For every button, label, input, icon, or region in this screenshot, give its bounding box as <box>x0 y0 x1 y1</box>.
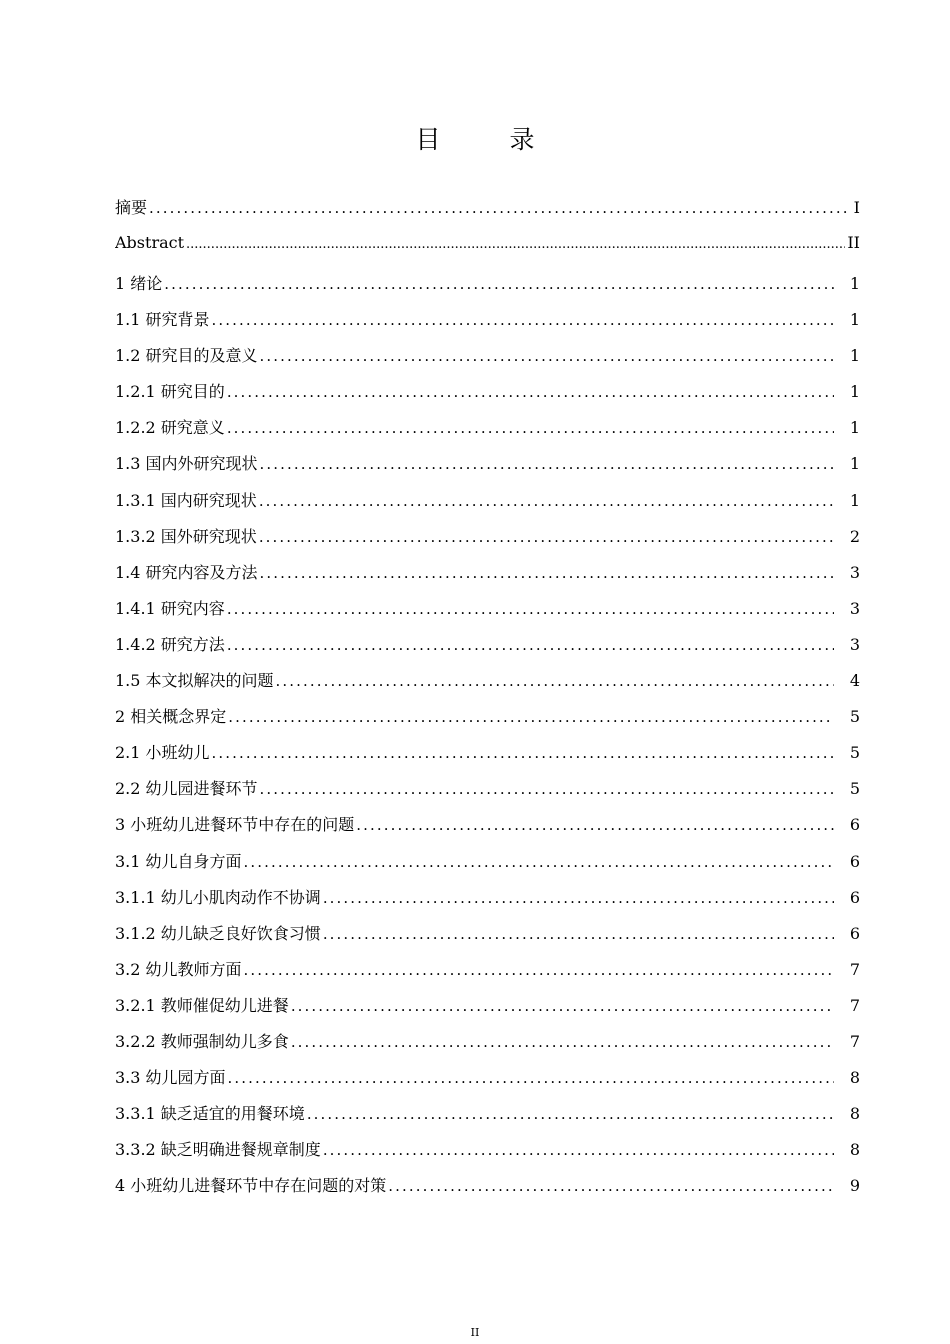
toc-entry-label: 2.2 幼儿园进餐环节 <box>115 779 258 799</box>
toc-entry[interactable] <box>115 307 860 343</box>
toc-entry[interactable] <box>115 704 860 740</box>
toc-entry[interactable] <box>115 812 860 848</box>
toc-entry-page: 3 <box>849 598 860 618</box>
toc-entry-label: 1.5 本文拟解决的问题 <box>115 671 274 691</box>
toc-leader-dots <box>228 708 834 726</box>
toc-entry[interactable] <box>115 632 860 668</box>
toc-entry-label: 3.1 幼儿自身方面 <box>115 851 242 871</box>
toc-leader-dots <box>227 636 834 654</box>
toc-entry[interactable] <box>115 1137 860 1173</box>
toc-entry-label: 1.2.2 研究意义 <box>115 418 225 438</box>
toc-entry-page: 6 <box>849 815 860 835</box>
toc-leader-dots <box>260 455 834 473</box>
toc-entry-label: 3.3.1 缺乏适宜的用餐环境 <box>115 1104 305 1124</box>
toc-entry-page: I <box>853 198 860 217</box>
toc-entry-label: 4 小班幼儿进餐环节中存在问题的对策 <box>115 1176 387 1196</box>
toc-entry-page: 1 <box>849 274 860 293</box>
toc-entry[interactable] <box>115 1173 860 1209</box>
page-title: 目 录 <box>415 125 557 154</box>
toc-leader-dots <box>323 925 834 943</box>
toc-leader-dots <box>212 311 834 329</box>
toc-entry[interactable] <box>115 1101 860 1137</box>
toc-entry-label: 3.3.2 缺乏明确进餐规章制度 <box>115 1140 321 1160</box>
toc-entry[interactable] <box>115 379 860 415</box>
toc-entry-label: 1.1 研究背景 <box>115 310 210 330</box>
toc-entry-page: 7 <box>849 995 860 1015</box>
toc-leader-dots <box>164 275 834 293</box>
toc-entry-page: 1 <box>849 490 860 510</box>
toc-leader-dots <box>227 383 834 401</box>
toc-entry-label: 1.2.1 研究目的 <box>115 382 225 402</box>
toc-entry-page: 1 <box>849 382 860 402</box>
toc-entry-page: 1 <box>849 454 860 474</box>
toc-leader-dots <box>323 1141 834 1159</box>
toc-entry[interactable] <box>115 195 860 233</box>
toc-entry-label: 3.2.1 教师催促幼儿进餐 <box>115 995 289 1015</box>
toc-entry-page: 7 <box>849 959 860 979</box>
toc-entry[interactable] <box>115 488 860 524</box>
toc-leader-dots <box>291 1033 834 1051</box>
toc-entry-page: 1 <box>849 346 860 366</box>
toc-leader-dots <box>260 564 834 582</box>
toc-entry[interactable] <box>115 451 860 487</box>
toc-entry-label: 3.3 幼儿园方面 <box>115 1068 226 1088</box>
toc-entry-label: 摘要 <box>115 198 148 217</box>
toc-leader-dots <box>388 1177 834 1195</box>
table-of-contents <box>115 195 860 1209</box>
toc-leader-dots <box>356 816 834 834</box>
toc-entry[interactable] <box>115 343 860 379</box>
toc-leader-dots <box>244 853 834 871</box>
toc-entry[interactable] <box>115 1029 860 1065</box>
toc-leader-dots <box>291 997 834 1015</box>
toc-entry[interactable] <box>115 524 860 560</box>
toc-leader-dots <box>307 1105 834 1123</box>
toc-leader-dots <box>260 347 834 365</box>
toc-entry-label: 1 绪论 <box>115 274 163 293</box>
toc-entry-page: 3 <box>849 562 860 582</box>
toc-entry-page: 6 <box>849 887 860 907</box>
toc-entry-label: 2 相关概念界定 <box>115 707 227 727</box>
page-number-footer: II <box>470 1326 480 1339</box>
toc-leader-dots <box>227 419 834 437</box>
toc-entry-page: 3 <box>849 634 860 654</box>
toc-leader-dots <box>212 744 834 762</box>
toc-entry-page: 8 <box>849 1068 860 1088</box>
toc-entry[interactable] <box>115 849 860 885</box>
toc-entry[interactable] <box>115 957 860 993</box>
toc-entry-page: 9 <box>849 1176 860 1196</box>
toc-entry[interactable] <box>115 560 860 596</box>
toc-entry-label: 1.4.1 研究内容 <box>115 598 225 618</box>
toc-entry-page: 8 <box>849 1104 860 1124</box>
toc-entry-page: 8 <box>849 1140 860 1160</box>
toc-leader-dots <box>323 889 834 907</box>
toc-entry[interactable] <box>115 740 860 776</box>
toc-leader-dots <box>228 1069 834 1087</box>
toc-leader-dots <box>260 780 834 798</box>
toc-entry[interactable] <box>115 1065 860 1101</box>
toc-entry-label: 1.3.1 国内研究现状 <box>115 490 257 510</box>
toc-entry-page: 4 <box>849 671 860 691</box>
toc-entry[interactable] <box>115 885 860 921</box>
toc-entry-label: Abstract <box>115 233 185 252</box>
toc-entry-label: 3.2 幼儿教师方面 <box>115 959 242 979</box>
toc-entry-label: 3 小班幼儿进餐环节中存在的问题 <box>115 815 355 835</box>
toc-entry-page: 2 <box>849 526 860 546</box>
toc-entry-label: 1.4 研究内容及方法 <box>115 562 258 582</box>
toc-leader-dots <box>276 672 834 690</box>
toc-leader-dots <box>244 961 834 979</box>
toc-entry-label: 1.4.2 研究方法 <box>115 634 225 654</box>
toc-leader-dots <box>259 528 834 546</box>
toc-entry-page: 5 <box>849 779 860 799</box>
toc-entry-label: 2.1 小班幼儿 <box>115 743 210 763</box>
toc-entry-page: 5 <box>849 707 860 727</box>
toc-entry[interactable] <box>115 415 860 451</box>
toc-entry-label: 3.1.1 幼儿小肌肉动作不协调 <box>115 887 321 907</box>
toc-entry-label: 3.2.2 教师强制幼儿多食 <box>115 1031 289 1051</box>
toc-leader-dots <box>227 600 834 618</box>
toc-entry[interactable] <box>115 596 860 632</box>
toc-entry[interactable] <box>115 233 860 271</box>
toc-leader-dots <box>186 237 845 252</box>
toc-entry[interactable] <box>115 993 860 1029</box>
toc-entry-page: 5 <box>849 743 860 763</box>
toc-entry-page: II <box>847 233 860 252</box>
toc-entry-page: 1 <box>849 418 860 438</box>
toc-entry-label: 3.1.2 幼儿缺乏良好饮食习惯 <box>115 923 321 943</box>
toc-entry[interactable] <box>115 271 860 307</box>
toc-entry[interactable] <box>115 776 860 812</box>
toc-entry-label: 1.3.2 国外研究现状 <box>115 526 257 546</box>
toc-entry-page: 6 <box>849 851 860 871</box>
toc-entry-page: 7 <box>849 1031 860 1051</box>
toc-entry[interactable] <box>115 668 860 704</box>
toc-leader-dots <box>259 492 834 510</box>
toc-entry-page: 1 <box>849 310 860 330</box>
toc-entry-label: 1.3 国内外研究现状 <box>115 454 258 474</box>
toc-entry-page: 6 <box>849 923 860 943</box>
toc-entry-label: 1.2 研究目的及意义 <box>115 346 258 366</box>
toc-leader-dots <box>149 199 848 217</box>
toc-entry[interactable] <box>115 921 860 957</box>
